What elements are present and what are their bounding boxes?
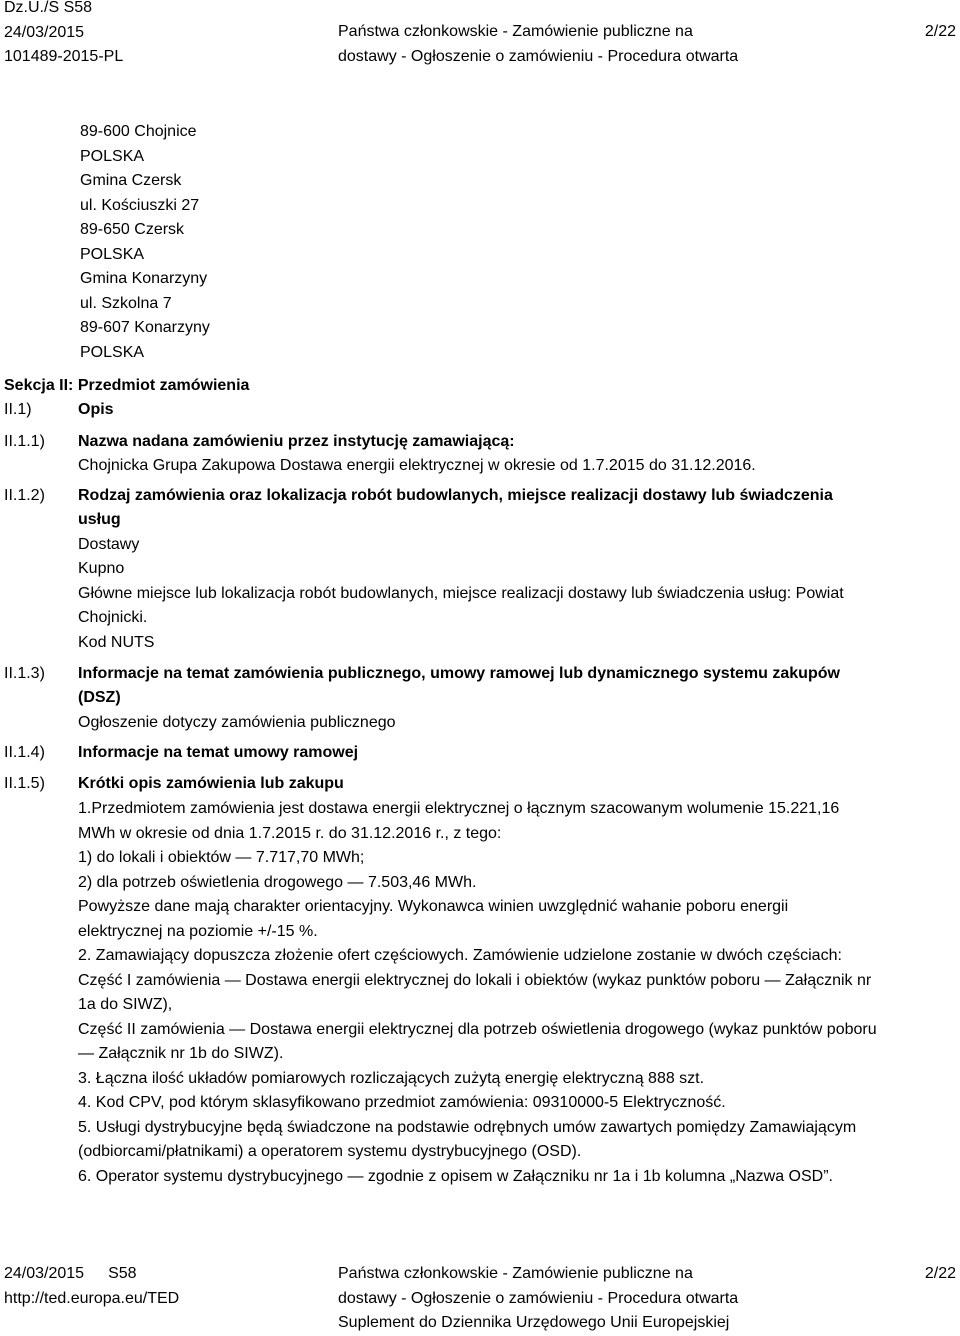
contract-name: Chojnicka Grupa Zakupowa Dostawa energii elektrycznej w okresie od 1.7.2015 do 31.12.2016. <box>78 457 756 474</box>
description-line: MWh w okresie od dnia 1.7.2015 r. do 31.12.2016 r., z tego: <box>78 824 502 842</box>
description-line: (odbiorcami/płatnikami) a operatorem systemu dystrybucyjnego (OSD). <box>78 1143 582 1160</box>
address-line: 89-600 Chojnice <box>80 123 197 140</box>
description-line: 1) do lokali i obiektów — 7.717,70 MWh; <box>78 849 365 866</box>
contract-mode: Kupno <box>78 560 125 577</box>
header-title-line2: dostawy - Ogłoszenie o zamówieniu - Procedura otwarta <box>338 47 739 65</box>
section-heading-cont: (DSZ) <box>78 689 121 706</box>
description-line: — Załącznik nr 1b do SIWZ). <box>78 1045 284 1062</box>
address-block <box>80 120 210 365</box>
description-line: Część I zamówienia — Dostawa energii elektrycznej do lokali i obiektów (wykaz punktów poboru — Załącznik nr <box>78 971 872 989</box>
header-date: 24/03/2015 <box>4 23 85 41</box>
description-line: 1.Przedmiotem zamówienia jest dostawa energii elektrycznej o łącznym szacowanym wolumenie 15.221,16 <box>78 800 840 817</box>
footer-title <box>338 1262 738 1336</box>
header-title-line1: Państwa członkowskie - Zamówienie publiczne na <box>338 23 693 40</box>
notice-involves: Ogłoszenie dotyczy zamówienia publicznego <box>78 714 396 731</box>
section-heading: Informacje na temat zamówienia publicznego, umowy ramowej lub dynamicznego systemu zakupów <box>78 665 840 682</box>
description-line: 2) dla potrzeb oświetlenia drogowego — 7.503,46 MWh. <box>78 873 477 891</box>
header-left <box>4 0 124 65</box>
section-number: II.1.4) <box>4 744 45 761</box>
description-line: Powyższe dane mają charakter orientacyjny. Wykonawca winien uwzględnić wahanie poboru energii <box>78 898 789 915</box>
section-heading: Rodzaj zamówienia oraz lokalizacja robót budowlanych, miejsce realizacji dostawy lub świadczenia <box>78 487 833 504</box>
description-line: 2. Zamawiający dopuszcza złożenie ofert częściowych. Zamówienie udzielone zostanie w dwóch częściach: <box>78 947 842 964</box>
section-number: II.1.5) <box>4 775 45 792</box>
journal-ref: Dz.U./S S58 <box>4 0 93 16</box>
header-page-number: 2/22 <box>924 23 956 40</box>
description-line: 3. Łączna ilość układów pomiarowych rozliczających zużytą energię elektryczną 888 szt. <box>78 1069 705 1087</box>
footer-left <box>4 1262 179 1311</box>
description-line: 5. Usługi dystrybucyjne będą świadczone na podstawie odrębnych umów zawartych pomiędzy Zamawiającym <box>78 1118 857 1136</box>
address-line: ul. Szkolna 7 <box>80 294 172 312</box>
section-number: II.1.3) <box>4 665 45 682</box>
notice-number: 101489-2015-PL <box>4 48 124 65</box>
address-line: POLSKA <box>80 245 145 263</box>
address-line: Gmina Czersk <box>80 172 182 189</box>
description-line: elektrycznej na poziomie +/-15 %. <box>78 922 318 940</box>
nuts-code-label: Kod NUTS <box>78 634 155 651</box>
address-line: POLSKA <box>80 147 145 165</box>
header-title <box>338 20 739 65</box>
footer-date: 24/03/2015 <box>4 1265 85 1282</box>
description-line: 1a do SIWZ), <box>78 996 173 1013</box>
address-line: ul. Kościuszki 27 <box>80 196 200 214</box>
address-line: 89-650 Czersk <box>80 221 185 238</box>
address-line: POLSKA <box>80 343 145 361</box>
section-heading: Nazwa nadana zamówieniu przez instytucję zamawiającą: <box>78 433 515 450</box>
section-number: II.1) <box>4 401 32 418</box>
footer-date-line <box>4 1262 179 1287</box>
place-of-delivery-cont: Chojnicki. <box>78 609 148 626</box>
description-line: 4. Kod CPV, pod którym sklasyfikowano przedmiot zamówienia: 09310000-5 Elektryczność. <box>78 1094 726 1111</box>
section-heading: Opis <box>78 401 114 418</box>
page-header <box>0 0 960 70</box>
section-heading-cont: usług <box>78 511 121 528</box>
description-line: Część II zamówienia — Dostawa energii elektrycznej dla potrzeb oświetlenia drogowego (wykaz punktów poboru <box>78 1020 877 1038</box>
section-title: Sekcja II: Przedmiot zamówienia <box>4 377 250 394</box>
footer-url[interactable]: http://ted.europa.eu/TED <box>4 1289 180 1307</box>
footer-title-line2: dostawy - Ogłoszenie o zamówieniu - Procedura otwarta <box>338 1289 739 1307</box>
section-heading: Informacje na temat umowy ramowej <box>78 744 359 761</box>
footer-title-line3: Suplement do Dziennika Urzędowego Unii Europejskiej <box>338 1314 730 1331</box>
section-heading: Krótki opis zamówienia lub zakupu <box>78 775 344 792</box>
description-line: 6. Operator systemu dystrybucyjnego — zgodnie z opisem w Załączniku nr 1a i 1b kolumna „Nazwa OSD”. <box>78 1167 833 1185</box>
footer-page-number: 2/22 <box>924 1265 956 1282</box>
contract-type: Dostawy <box>78 536 140 553</box>
section-number: II.1.2) <box>4 487 45 504</box>
address-line: Gmina Konarzyny <box>80 270 208 287</box>
section-number: II.1.1) <box>4 433 45 450</box>
footer-series: S58 <box>108 1265 137 1282</box>
description-block <box>78 797 877 1189</box>
footer-title-line1: Państwa członkowskie - Zamówienie publiczne na <box>338 1265 693 1282</box>
place-of-delivery: Główne miejsce lub lokalizacja robót budowlanych, miejsce realizacji dostawy lub świadczenia usług: Powiat <box>78 585 844 602</box>
address-line: 89-607 Konarzyny <box>80 319 210 336</box>
